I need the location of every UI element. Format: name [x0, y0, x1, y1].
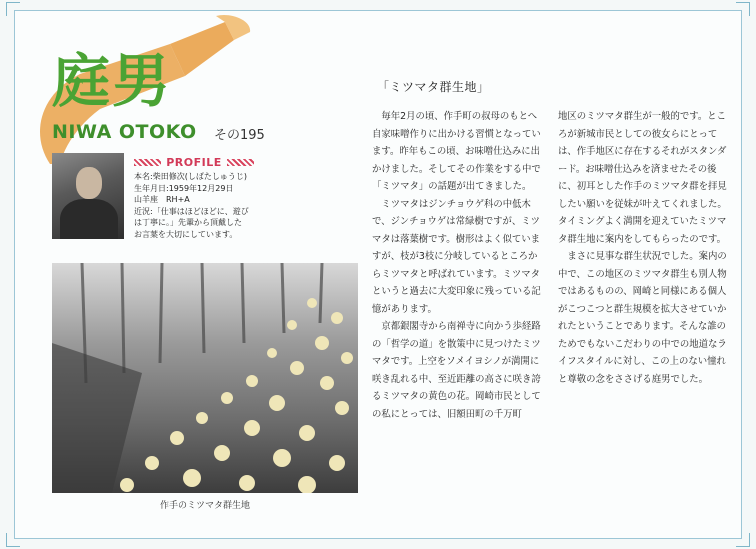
paragraph: 地区のミツマタ群生が一般的です。ところが新城市民としての彼女らにとっては、作手地区に存在するそれがスタンダード。お味噌仕込みを済ませたその後に、初耳とした作手のミツマタ群を拝見したい願いを従妹が叶えてくれました。タイミングよく満開を迎えていたミツマタ群生地に案内をしてもらったのです。 — [558, 111, 727, 245]
paragraph: まさに見事な群生状況でした。案内の中で、この地区のミツマタ群生も別人物ではあるものの、岡崎と同様にある個人がこつこつと群生規模を拡大させていかれたということであります。そんな誰のためでもないこだわりの中での地道なライフスタイルに対し、この上のない憧れと尊敬の念をささげる庭男でした。 — [558, 251, 727, 385]
corner-mark — [736, 2, 750, 16]
corner-mark — [6, 2, 20, 16]
stripe-decoration — [134, 159, 161, 166]
mitsumata-photo — [52, 263, 358, 493]
paragraph: 毎年2月の頃、作手町の叔母のもとへ自家味噌作りに出かける習慣となっています。昨年もこの頃、お味噌仕込みに出かけました。そしてその作業をする中で「ミツマタ」の話題が出てきました。 — [372, 111, 541, 192]
corner-mark — [6, 533, 20, 547]
profile-line: お言葉を大切にしています。 — [134, 229, 238, 239]
profile-line: 山羊座 RH+A — [134, 195, 190, 204]
corner-mark — [736, 533, 750, 547]
article-column-2 — [558, 108, 730, 388]
profile-text — [134, 171, 279, 240]
profile-line: 近況:「仕事はほどほどに、遊び — [134, 206, 249, 216]
paragraph: ミツマタはジンチョウゲ科の中低木で、ジンチョウゲは常緑樹ですが、ミツマタは落葉樹です。樹形はよく似ていますが、枝が3枝に分岐しているところからミツマタと呼ばれています。ミツマタというと過去に大変印象に残っている記憶があります。 — [372, 198, 541, 315]
stripe-decoration — [227, 159, 254, 166]
article-heading: 「ミツマタ群生地」 — [377, 80, 490, 94]
issue-number: その195 — [214, 128, 265, 143]
profile-line: 生年月日:1959年12月29日 — [134, 183, 234, 193]
author-portrait — [52, 153, 124, 239]
page-title: 庭男 — [52, 47, 173, 115]
profile-line: 本名:柴田修次(しばたしゅうじ) — [134, 172, 247, 181]
article-column-1 — [372, 108, 544, 423]
page-title-roman: NIWA OTOKO — [52, 121, 197, 143]
profile-label: PROFILE — [166, 155, 222, 169]
profile-header — [134, 155, 254, 169]
photo-caption: 作手のミツマタ群生地 — [159, 501, 250, 511]
profile-line: は丁寧に。」先輩から頂戴した — [134, 218, 242, 227]
paragraph: 京都銀閣寺から南禅寺に向かう歩経路の「哲学の道」を散策中に見つけたミツマタです。上空をソメイヨシノが満開に咲き乱れる中、至近距離の高さに咲き誇るミツマタの黄色の花。岡崎市民としての私にとっては、旧額田町の千万町 — [372, 321, 541, 420]
